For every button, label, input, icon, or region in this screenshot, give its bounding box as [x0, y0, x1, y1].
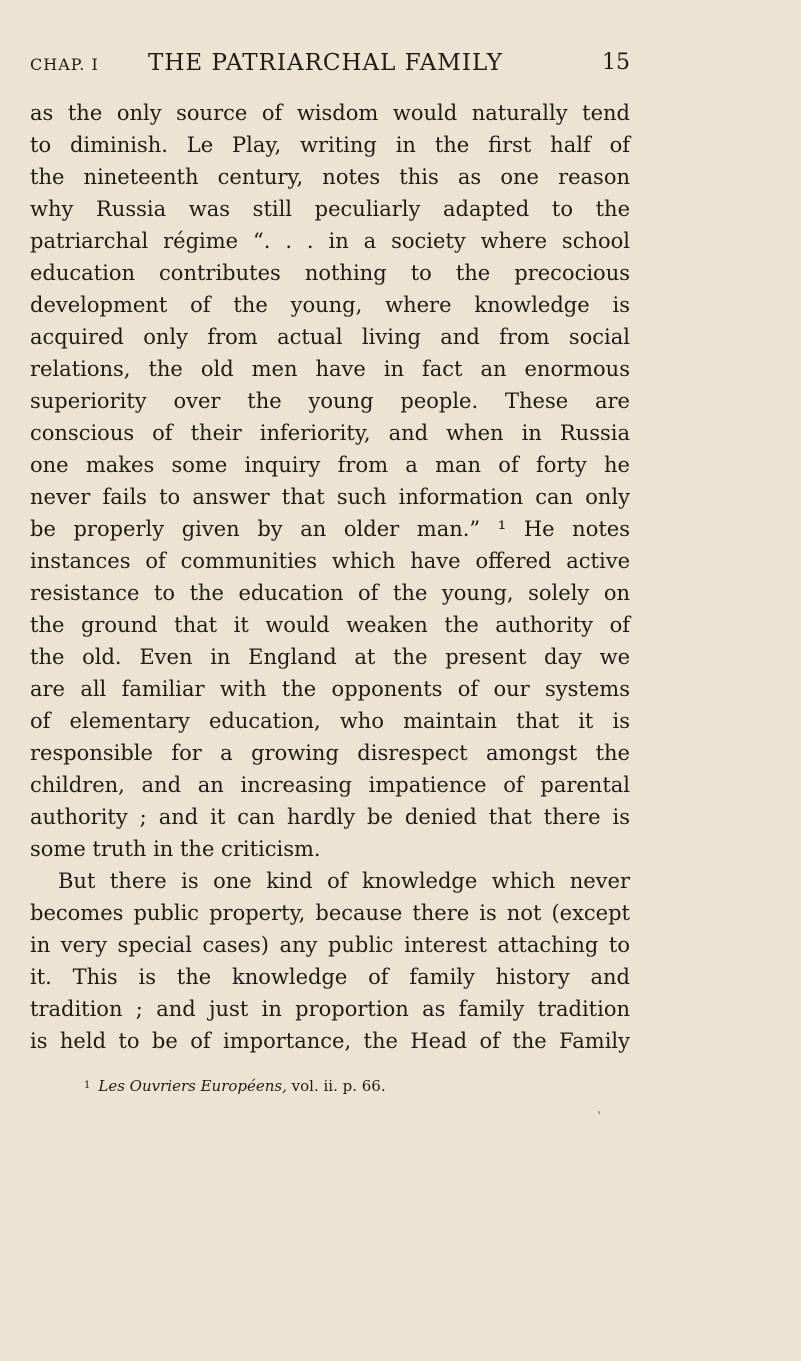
- text-line: are all familiar with the opponents of our systems: [30, 677, 630, 701]
- text-line: tradition ; and just in proportion as family tradition: [30, 997, 630, 1021]
- footnote: [30, 1074, 630, 1098]
- text-line: patriarchal régime “. . . in a society where school: [30, 229, 630, 253]
- page-number: 15: [602, 50, 630, 75]
- text-line: it. This is the knowledge of family history and: [30, 965, 630, 989]
- text-line: one makes some inquiry from a man of forty he: [30, 453, 630, 477]
- body-text: [30, 97, 630, 1057]
- text-line: as the only source of wisdom would naturally tend: [30, 101, 630, 125]
- text-line: education contributes nothing to the precocious: [30, 261, 630, 285]
- paragraph-first-line: But there is one kind of knowledge which never: [58, 869, 630, 893]
- footnote-work-title: Les Ouvriers Européens,: [98, 1077, 287, 1095]
- text-line: superiority over the young people. These are: [30, 389, 630, 413]
- text-line: is held to be of importance, the Head of the Family: [30, 1029, 630, 1053]
- text-line: becomes public property, because there is not (except: [30, 901, 630, 925]
- text-line: never fails to answer that such information can only: [30, 485, 630, 509]
- text-line: authority ; and it can hardly be denied that there is: [30, 805, 630, 829]
- text-line: in very special cases) any public interest attaching to: [30, 933, 630, 957]
- chapter-label: CHAP. I: [30, 55, 99, 74]
- text-line: the ground that it would weaken the authority of: [30, 613, 630, 637]
- footnote-citation: vol. ii. p. 66.: [286, 1077, 386, 1095]
- text-line: be properly given by an older man.” ¹ He notes: [30, 517, 630, 541]
- text-line: instances of communities which have offered active: [30, 549, 630, 573]
- text-line: children, and an increasing impatience of parental: [30, 773, 630, 797]
- text-line: of elementary education, who maintain that it is: [30, 709, 630, 733]
- paragraph-last-line: some truth in the criticism.: [30, 837, 321, 861]
- text-line: the nineteenth century, notes this as one reason: [30, 165, 630, 189]
- text-line: conscious of their inferiority, and when in Russia: [30, 421, 630, 445]
- running-title: THE PATRIARCHAL FAMILY: [148, 50, 503, 76]
- text-line: to diminish. Le Play, writing in the first half of: [30, 133, 630, 157]
- text-line: why Russia was still peculiarly adapted to the: [30, 197, 630, 221]
- text-line: acquired only from actual living and from social: [30, 325, 630, 349]
- text-line: development of the young, where knowledge is: [30, 293, 630, 317]
- text-line: resistance to the education of the young, solely on: [30, 581, 630, 605]
- text-line: the old. Even in England at the present day we: [30, 645, 630, 669]
- footnote-marker: 1: [84, 1080, 91, 1091]
- paper-speck: [598, 1111, 600, 1114]
- running-header: [30, 50, 630, 84]
- text-line: relations, the old men have in fact an enormous: [30, 357, 630, 381]
- text-line: responsible for a growing disrespect amongst the: [30, 741, 630, 765]
